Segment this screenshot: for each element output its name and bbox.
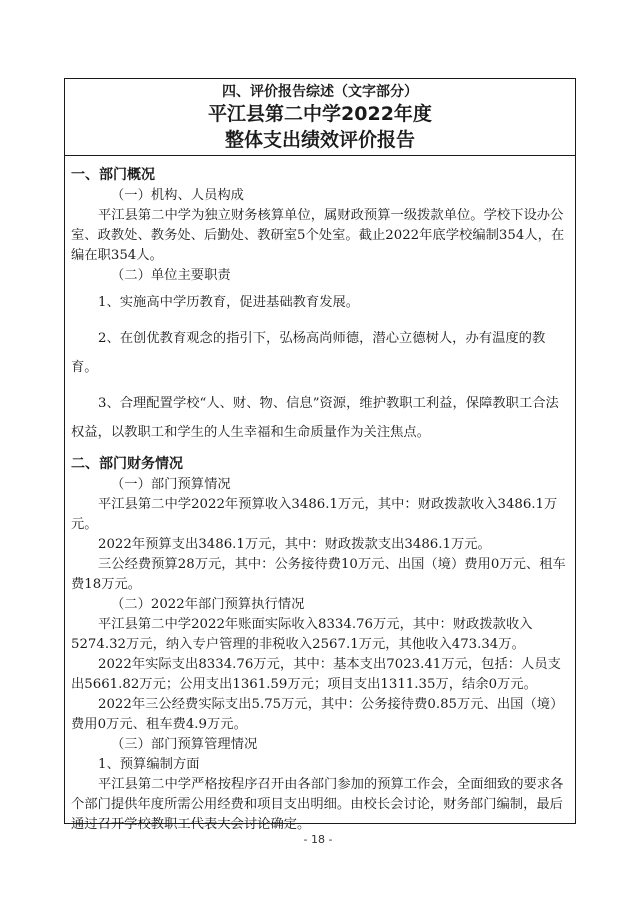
report-title-line1: 平江县第二中学2022年度 (208, 103, 432, 125)
subheading-duties: （二）单位主要职责 (111, 268, 231, 283)
paragraph-three-public-budget: 三公经费预算28万元，其中：公务接待费10万元、出国（境）费用0万元、租车费18万元。 (71, 557, 566, 592)
item-budget-preparation: 1、预算编制方面 (98, 757, 200, 772)
subheading-management: （三）部门预算管理情况 (111, 737, 258, 752)
paragraph-actual-income: 平江县第二中学2022年账面实际收入8334.76万元，其中：财政拨款收入5274.32万元，纳入专户管理的非税收入2567.1万元，其他收入473.34万。 (71, 617, 533, 652)
report-body (71, 165, 567, 835)
duty-item-3: 3、合理配置学校“人、财、物、信息”资源，维护教职工利益，保障教职工合法权益，以教职工和学生的人生幸福和生命质量作为关注焦点。 (71, 396, 559, 440)
duty-item-1: 1、实施高中学历教育，促进基础教育发展。 (98, 295, 360, 310)
paragraph-budget-preparation: 平江县第二中学严格按程序召开由各部门参加的预算工作会，全面细致的要求各个部门提供年度所需公用经费和项目支出明细。由校长会讨论，财务部门编制，最后通过召开学校教职工代表大会讨论确定。 (71, 777, 564, 832)
duty-item-2: 2、在创优教育观念的指引下，弘杨高尚师德，潜心立德树人，办有温度的教育。 (71, 331, 546, 375)
paragraph-three-public-actual: 2022年三公经费实际支出5.75万元，其中：公务接待费0.85万元、出国（境）费用0万元、租车费4.9万元。 (71, 697, 564, 732)
section-label: 四、评价报告综述（文字部分） (222, 84, 418, 100)
paragraph-budget-income: 平江县第二中学2022年预算收入3486.1万元，其中：财政拨款收入3486.1万元。 (71, 497, 558, 532)
report-table-frame (64, 78, 576, 832)
section-heading-finance: 二、部门财务情况 (71, 456, 183, 472)
paragraph-structure: 平江县第二中学为独立财务核算单位，属财政预算一级拨款单位。学校下设办公室、政教处、教务处、后勤处、教研室5个处室。截止2022年底学校编制354人，在编在职354人。 (71, 208, 565, 263)
page-number: - 18 - (303, 833, 333, 846)
header-divider (65, 155, 575, 156)
section-heading-overview: 一、部门概况 (71, 167, 155, 183)
paragraph-actual-expense: 2022年实际支出8334.76万元，其中：基本支出7023.41万元，包括：人员支出5661.82万元；公用支出1361.59万元；项目支出1311.35万，结余0万元。 (71, 657, 561, 692)
report-title-line2: 整体支出绩效评价报告 (224, 129, 415, 151)
subheading-structure: （一）机构、人员构成 (111, 188, 244, 203)
subheading-execution: （二）2022年部门预算执行情况 (111, 597, 305, 612)
paragraph-budget-expense: 2022年预算支出3486.1万元，其中：财政拨款支出3486.1万元。 (98, 537, 491, 552)
subheading-budget: （一）部门预算情况 (111, 477, 231, 492)
